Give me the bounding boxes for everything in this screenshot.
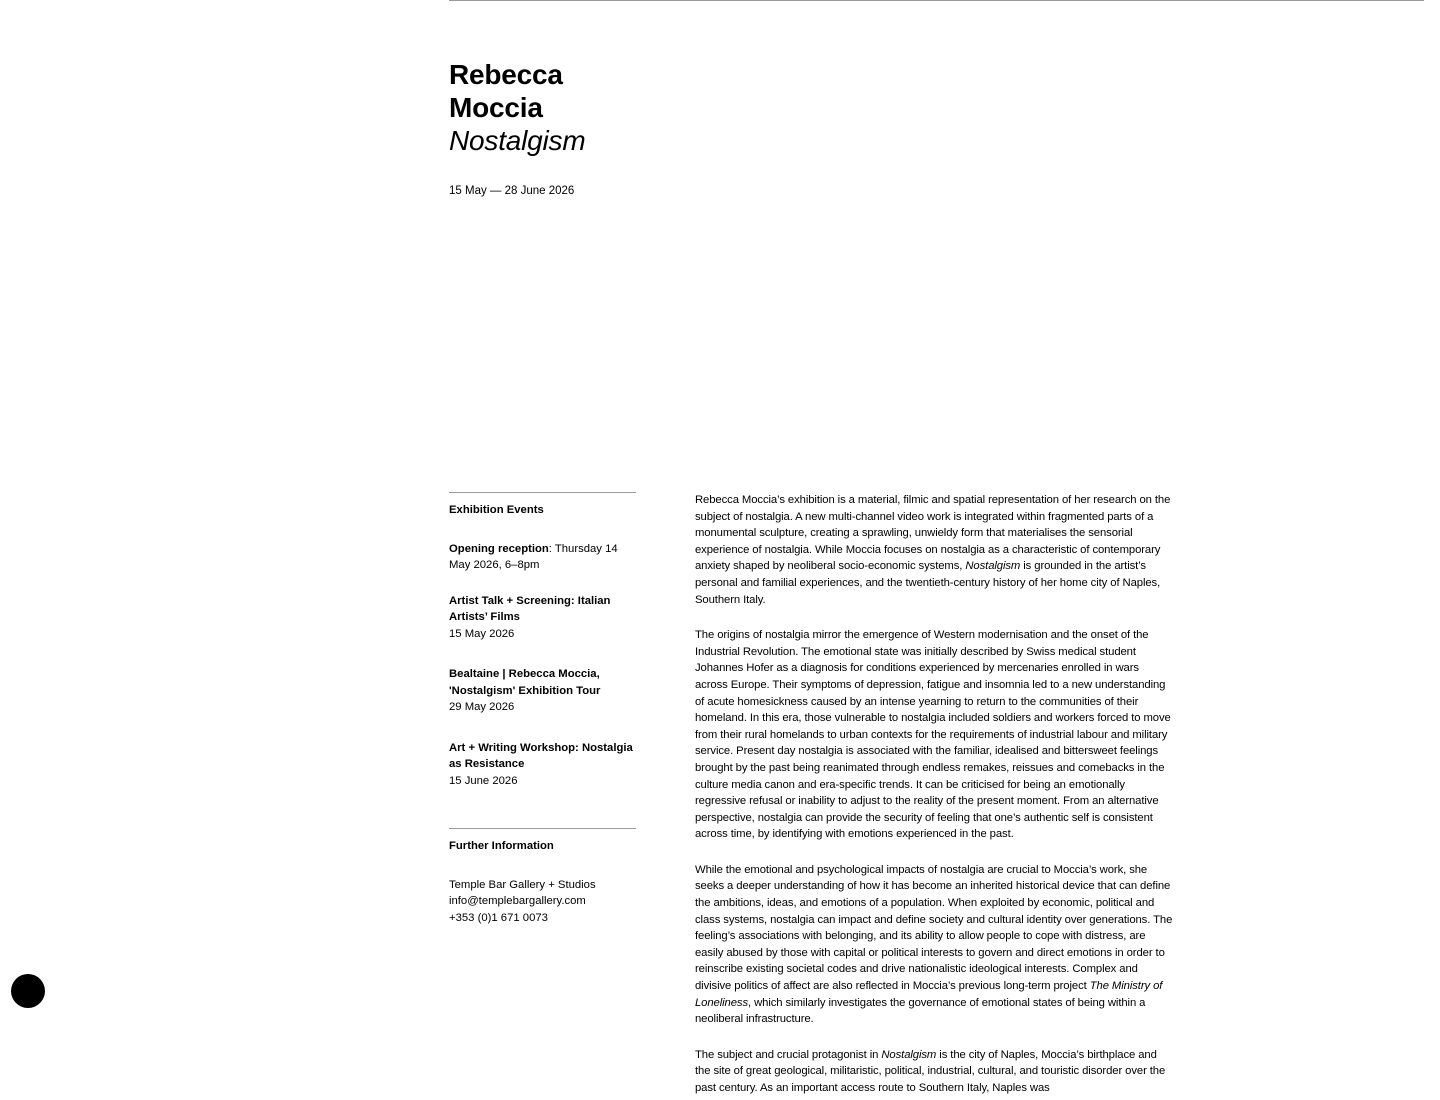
events-heading: Exhibition Events <box>449 504 544 516</box>
phone-number[interactable]: +353 (0)1 671 0073 <box>449 911 548 924</box>
further-info-heading: Further Information <box>449 840 554 852</box>
event-title[interactable]: Artist Talk + Screening: Italian Artists’ Films <box>449 594 611 623</box>
top-divider <box>449 0 1424 1</box>
events-divider <box>449 492 636 493</box>
description-paragraph <box>695 1047 1173 1097</box>
italic-title: The Ministry of Loneliness <box>695 980 1163 1009</box>
artist-name <box>449 58 709 124</box>
email-link[interactable]: info@templebargallery.com <box>449 895 586 907</box>
event-item[interactable] <box>449 666 636 716</box>
floating-action-button[interactable] <box>11 974 45 1008</box>
exhibition-description <box>695 492 1173 1100</box>
event-date: 15 May 2026 <box>449 627 515 640</box>
sidebar <box>449 492 636 926</box>
paragraph-text: is the city of Naples, Moccia’s birthplace and the site of great geological, militaristic, political, industrial, cultural, and touristic disorder over the past century. As an important access route to Southern Italy, Naples was <box>695 1048 1166 1094</box>
italic-title: Nostalgism <box>881 1048 937 1061</box>
opening-reception-detail: : Thursday 14 May 2026, 6–8pm <box>449 542 618 571</box>
artist-first-name: Rebecca <box>449 59 563 90</box>
contact-info <box>449 877 636 927</box>
event-date: 15 June 2026 <box>449 774 518 787</box>
description-paragraph <box>695 862 1173 1028</box>
event-title[interactable]: Bealtaine | Rebecca Moccia, 'Nostalgism' Exhibition Tour <box>449 668 601 697</box>
event-opening-reception <box>449 541 636 574</box>
paragraph-text: , which similarly investigates the governance of emotional states of being within a neoliberal infrastructure. <box>695 996 1146 1026</box>
paragraph-text: While the emotional and psychological impacts of nostalgia are crucial to Moccia’s work, she seeks a deeper understanding of how it has become an inherited historical device that can define the ambitions, ideas, and emotions of a population. When exploited by economic, political and class systems, nostalgia can impact and define society and cultural identity over generations. The feeling’s associations with belonging, and its ability to allow people to cope with distress, are easily abused by those with capital or political interests to govern and direct emotions in order to reinscribe existing societal codes and drive nationalistic ideological interests. Complex and divisive politics of affect are also reflected in Moccia’s previous long-term project <box>695 863 1173 993</box>
venue-name: Temple Bar Gallery + Studios <box>449 878 596 891</box>
description-paragraph <box>695 492 1173 608</box>
artist-last-name: Moccia <box>449 92 543 123</box>
italic-title: Nostalgism <box>965 560 1021 573</box>
exhibition-title-block <box>449 58 709 157</box>
opening-reception-label: Opening reception <box>449 542 549 555</box>
event-item[interactable] <box>449 593 636 643</box>
exhibition-title: Nostalgism <box>449 125 586 156</box>
event-date: 29 May 2026 <box>449 701 515 713</box>
paragraph-text: The subject and crucial protagonist in <box>695 1048 882 1061</box>
paragraph-text: Rebecca Moccia’s exhibition is a material, filmic and spatial representation of her research on the subject of nostalgia. A new multi-channel video work is integrated within fragmented parts of a monumental sculpture, creating a sprawling, unwieldy form that materialises the sensorial experience of nostalgia. While Moccia focuses on nostalgia as a characteristic of contemporary anxiety shaped by neoliberal socio-economic systems, <box>695 494 1171 573</box>
paragraph-text: is grounded in the artist’s personal and familial experiences, and the twentieth-century history of her home city of Naples, Southern Italy. <box>695 560 1161 606</box>
event-item[interactable] <box>449 740 636 790</box>
description-paragraph: The origins of nostalgia mirror the emergence of Western modernisation and the onset of the Industrial Revolution. The emotional state was initially described by Swiss medical student Johannes Hofer as a diagnosis for conditions experienced by mercenaries enrolled in wars across Europe. Their symptoms of depression, fatigue and insomnia led to a new understanding of acute homesickness caused by an intense yearning to return to the communities of their homeland. In this era, those vulnerable to nostalgia included soldiers and workers forced to move from their rural homelands to urban contexts for the requirements of industrial labour and military service. Present day nostalgia is associated with the familiar, idealised and bittersweet feelings brought by the past being reanimated through endless remakes, reissues and comebacks in the culture media canon and era-specific trends. It can be criticised for being an emotionally regressive refusal or inability to adjust to the reality of the present moment. From an alternative perspective, nostalgia can provide the security of feeling that one’s authentic self is consistent across time, by identifying with emotions experienced in the past. <box>695 629 1171 841</box>
further-info-divider <box>449 828 636 829</box>
event-title[interactable]: Art + Writing Workshop: Nostalgia as Resistance <box>449 741 633 770</box>
exhibition-dates: 15 May — 28 June 2026 <box>449 185 575 197</box>
